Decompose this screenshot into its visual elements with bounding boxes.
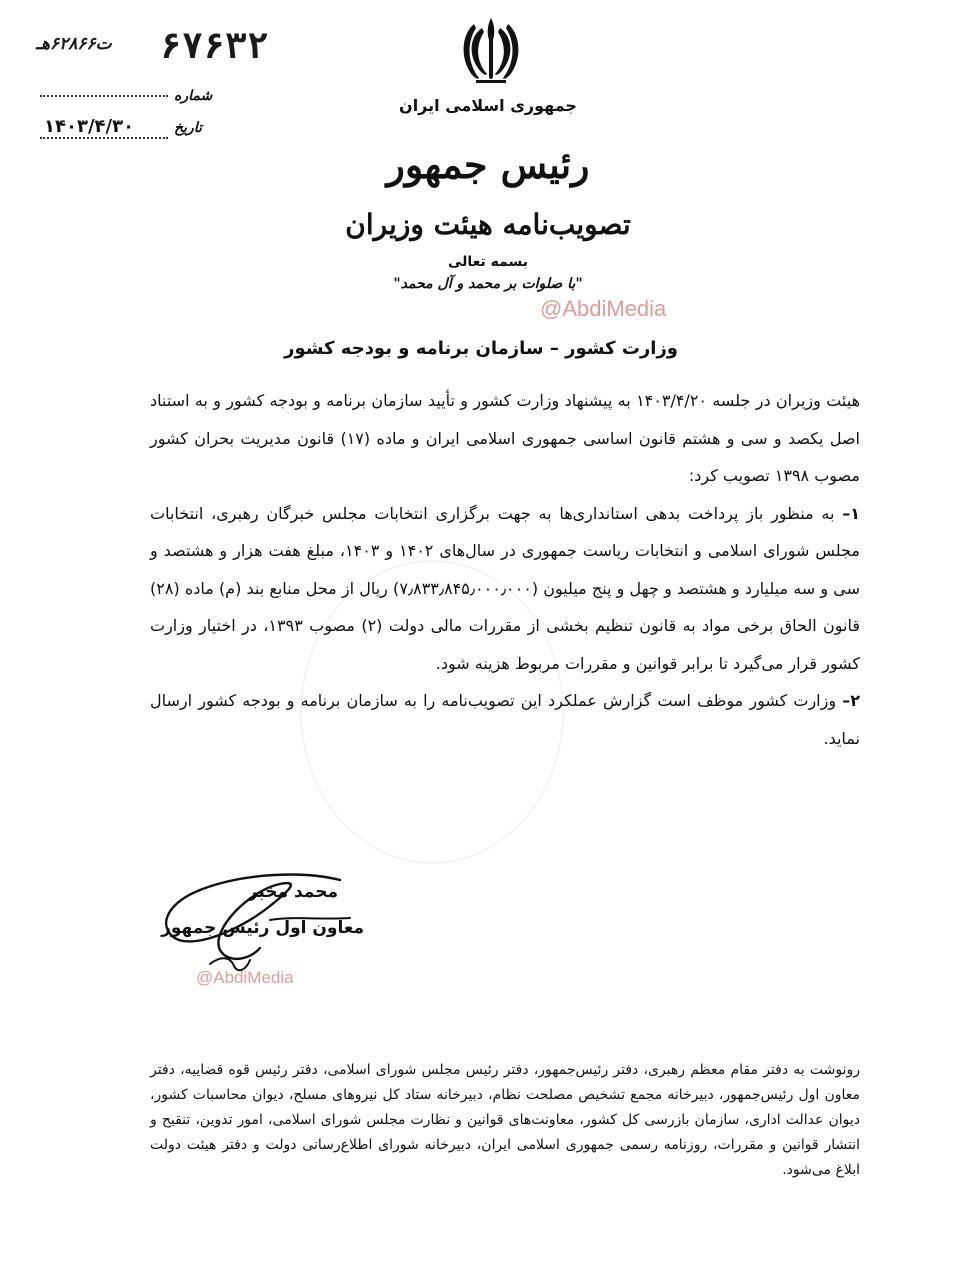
invocation-text: بسمه تعالی bbox=[447, 254, 529, 270]
document-type-heading: تصویب‌نامه هیئت وزیران bbox=[345, 208, 631, 241]
date-value: ۱۴۰۳/۴/۳۰ bbox=[40, 116, 168, 139]
clause-2 bbox=[150, 682, 860, 757]
watermark-top: @AbdiMedia bbox=[540, 296, 667, 321]
clause-1-number: ۱– bbox=[842, 503, 860, 523]
date-label: تاریخ bbox=[174, 119, 202, 136]
clause-2-number: ۲– bbox=[842, 691, 860, 710]
intro-paragraph: هیئت وزیران در جلسه ۱۴۰۳/۴/۲۰ به پیشنهاد وزارت کشور و تأیید سازمان برنامه و بودجه کشور و به استناد اصل یکصد و سی و هشتم قانون اساسی جمهوری اسلامی ایران و ماده (۱۷) قانون مدیریت بحران کشور مصوب ۱۳۹۸ تصویب کرد: bbox=[150, 391, 860, 485]
clause-1-text: به منظور باز پرداخت بدهی استانداری‌ها به جهت برگزاری انتخابات مجلس خبرگان رهبری، انتخابات مجلس شورای اسلامی و انتخابات ریاست جمهوری در سال‌های ۱۴۰۲ و ۱۴۰۳، مبلغ هفت هزار و هشتصد و سی و سه میلیارد و هشتصد و چهل و پنج میلیون (۷٫۸۳۳٫۸۴۵٫۰۰۰٫۰۰۰) ریال از محل منابع بند (م) ماده (۲۸) قانون الحاق برخی مواد به قانون تنظیم بخشی از مقررات مالی دولت (۲) مصوب ۱۳۹۳، در اختیار وزارت کشور قرار می‌گیرد تا برابر قوانین و مقررات مربوط هزینه شود. bbox=[150, 503, 861, 673]
signer-name: محمد مخبر bbox=[247, 882, 338, 902]
salawat-text: "با صلوات بر محمد و آل محمد" bbox=[393, 276, 583, 292]
addressee-line: وزارت کشور – سازمان برنامه و بودجه کشور bbox=[284, 338, 678, 359]
signer-title: معاون اول رئیس جمهور bbox=[161, 918, 364, 938]
serial-number-secondary: ت۶۲۸۶۶هـ bbox=[36, 34, 112, 54]
clause-1 bbox=[150, 495, 860, 683]
watermark-bottom: @AbdiMedia bbox=[196, 968, 294, 987]
national-emblem-icon bbox=[456, 14, 526, 90]
clause-2-text: وزارت کشور موظف است گزارش عملکرد این تصویب‌نامه را به سازمان برنامه و بودجه کشور ارسال نماید. bbox=[150, 691, 860, 748]
decree-body bbox=[150, 382, 860, 757]
carbon-copy-list: رونوشت به دفتر مقام معظم رهبری، دفتر رئیس‌جمهور، دفتر رئیس مجلس شورای اسلامی، دفتر رئیس قوه قضاییه، دفتر معاون اول رئیس‌جمهور، دبیرخانه مجمع تشخیص مصلحت نظام، دبیرخانه ستاد کل نیروهای مسلح، دیوان محاسبات کشور، دیوان عدالت اداری، سازمان بازرسی کل کشور، معاونت‌های قوانین و نظارت مجلس شورای اسلامی، امور تدوین، تنقیح و انتشار قوانین و مقررات، روزنامه رسمی جمهوری اسلامی ایران، دبیرخانه شورای اطلاع‌رسانی دولت و دفتر هیئت دولت ابلاغ می‌شود. bbox=[150, 1062, 860, 1178]
date-field bbox=[40, 116, 202, 139]
number-label: شماره bbox=[174, 88, 213, 104]
office-heading: رئیس جمهور bbox=[386, 142, 590, 187]
serial-number-main: ۶۷۶۳۲ bbox=[160, 26, 269, 67]
country-heading: جمهوری اسلامی ایران bbox=[399, 96, 577, 115]
